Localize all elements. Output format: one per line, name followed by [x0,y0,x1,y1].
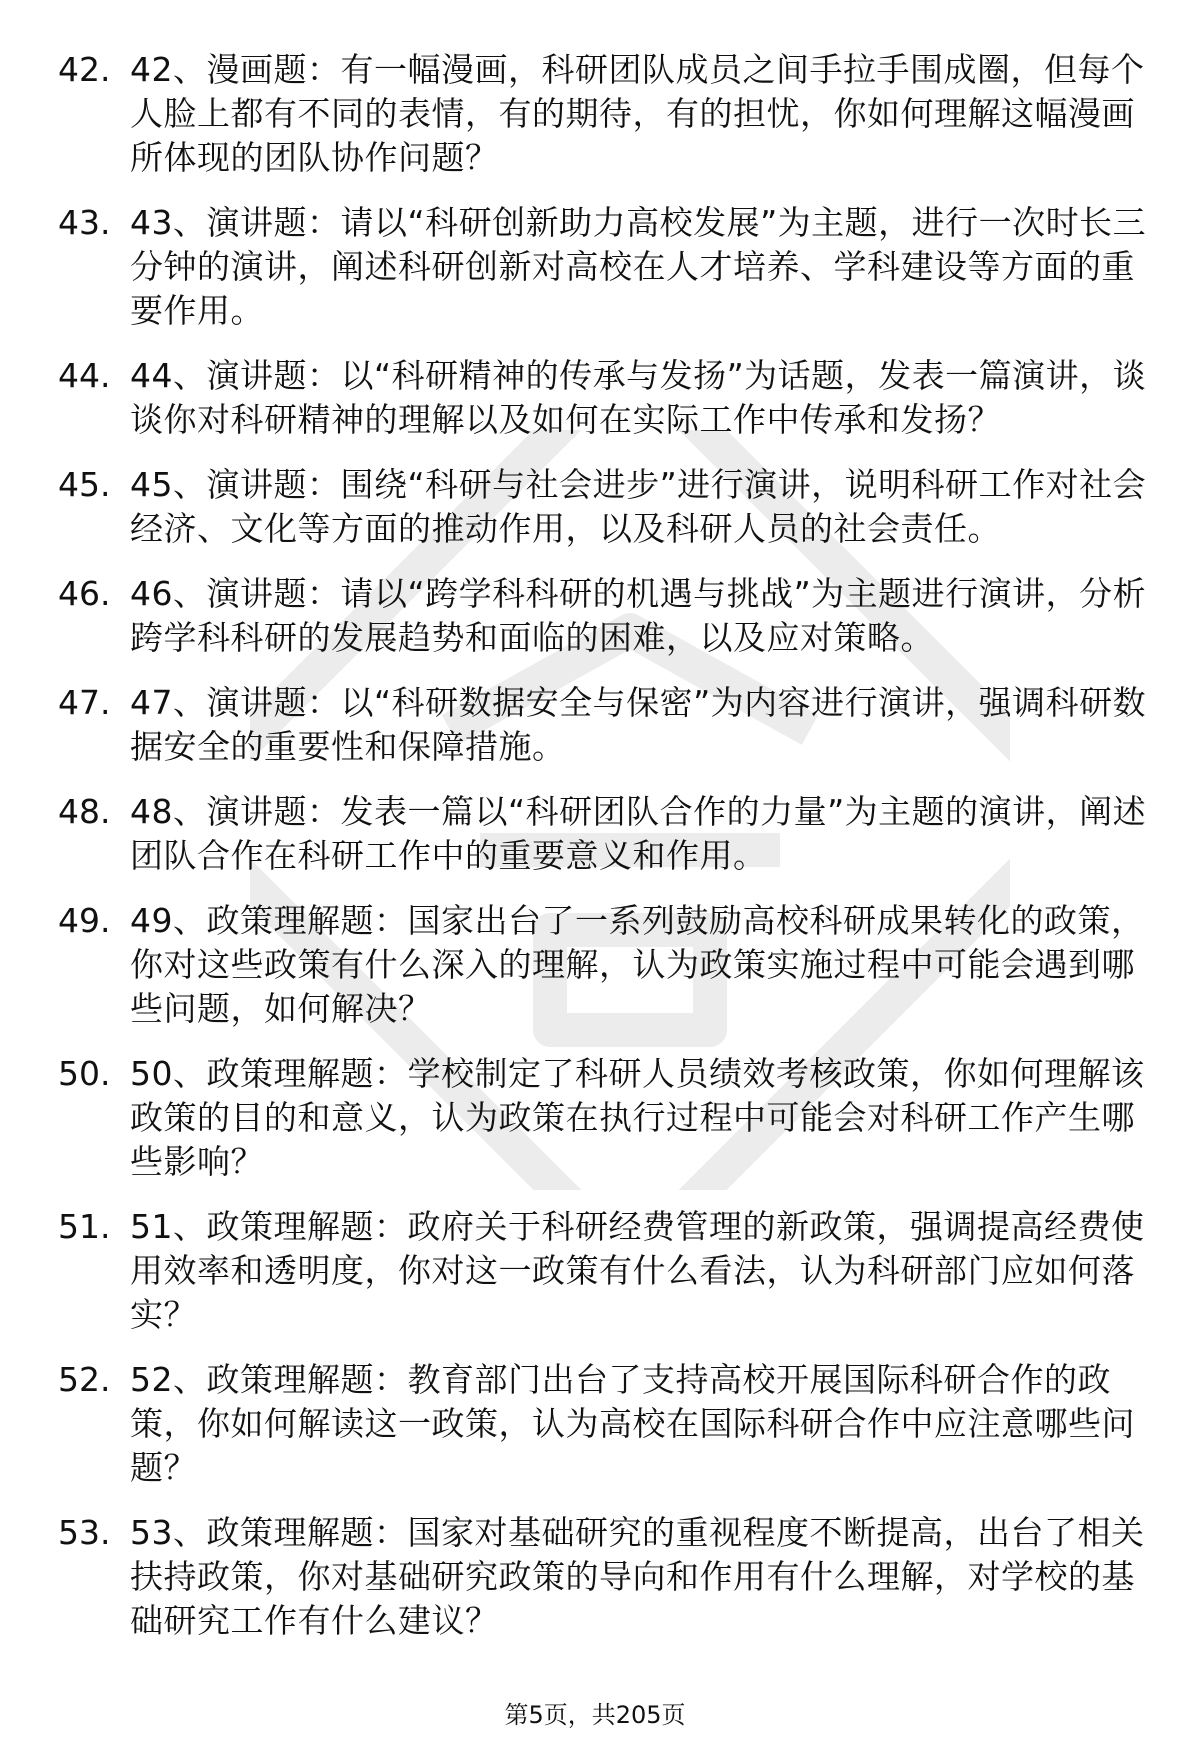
question-item [58,1358,1158,1490]
question-number: 43. [58,203,111,242]
question-number: 47. [58,683,111,722]
question-text: 52、政策理解题：教育部门出台了支持高校开展国际科研合作的政策，你如何解读这一政策，认为高校在国际科研合作中应注意哪些问题？ [130,1360,1135,1487]
question-number: 48. [58,792,111,831]
question-number: 42. [58,50,111,89]
question-text: 47、演讲题：以“科研数据安全与保密”为内容进行演讲，强调科研数据安全的重要性和保障措施。 [130,683,1147,766]
question-item [58,572,1158,660]
question-list [58,48,1158,1664]
question-number: 50. [58,1054,111,1093]
question-number: 51. [58,1207,111,1246]
question-item [58,354,1158,442]
page-footer: 第5页，共205页 [504,1701,686,1729]
question-number: 53. [58,1513,111,1552]
question-item [58,790,1158,878]
question-number: 45. [58,465,111,504]
question-number: 52. [58,1360,111,1399]
question-number: 44. [58,356,111,395]
question-text: 46、演讲题：请以“跨学科科研的机遇与挑战”为主题进行演讲，分析跨学科科研的发展趋势和面临的困难，以及应对策略。 [130,574,1147,657]
question-text: 48、演讲题：发表一篇以“科研团队合作的力量”为主题的演讲，阐述团队合作在科研工作中的重要意义和作用。 [130,792,1147,875]
question-number: 46. [58,574,111,613]
question-text: 50、政策理解题：学校制定了科研人员绩效考核政策，你如何理解该政策的目的和意义，认为政策在执行过程中可能会对科研工作产生哪些影响？ [130,1054,1145,1181]
question-number: 49. [58,901,111,940]
question-text: 42、漫画题：有一幅漫画，科研团队成员之间手拉手围成圈，但每个人脸上都有不同的表情，有的期待，有的担忧，你如何理解这幅漫画所体现的团队协作问题？ [130,50,1145,177]
question-text: 44、演讲题：以“科研精神的传承与发扬”为话题，发表一篇演讲，谈谈你对科研精神的理解以及如何在实际工作中传承和发扬？ [130,356,1147,439]
question-item [58,1205,1158,1337]
question-item [58,201,1158,333]
question-item [58,1511,1158,1643]
question-text: 43、演讲题：请以“科研创新助力高校发展”为主题，进行一次时长三分钟的演讲，阐述科研创新对高校在人才培养、学科建设等方面的重要作用。 [130,203,1147,330]
question-item [58,48,1158,180]
question-item [58,1052,1158,1184]
question-text: 45、演讲题：围绕“科研与社会进步”进行演讲，说明科研工作对社会经济、文化等方面的推动作用，以及科研人员的社会责任。 [130,465,1147,548]
question-item [58,463,1158,551]
question-text: 49、政策理解题：国家出台了一系列鼓励高校科研成果转化的政策，你对这些政策有什么深入的理解，认为政策实施过程中可能会遇到哪些问题，如何解决？ [130,901,1145,1028]
question-text: 53、政策理解题：国家对基础研究的重视程度不断提高，出台了相关扶持政策，你对基础研究政策的导向和作用有什么理解，对学校的基础研究工作有什么建议？ [130,1513,1145,1640]
question-item [58,899,1158,1031]
question-item [58,681,1158,769]
question-text: 51、政策理解题：政府关于科研经费管理的新政策，强调提高经费使用效率和透明度，你对这一政策有什么看法，认为科研部门应如何落实？ [130,1207,1145,1334]
